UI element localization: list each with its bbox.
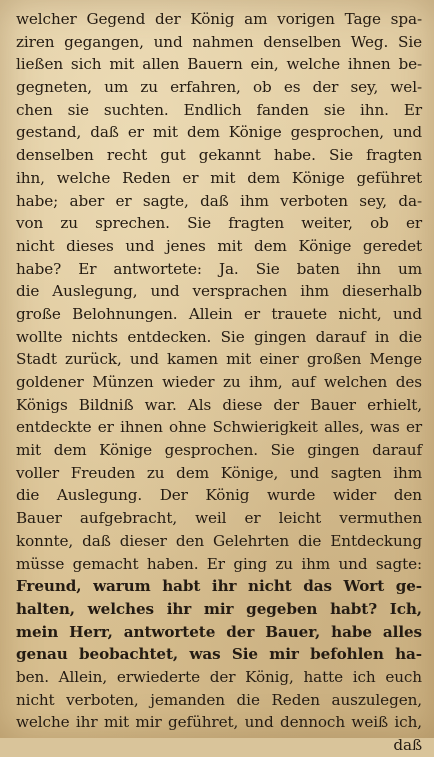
text-line: welche ihr mit mir geführet, und dennoch weiß ich, [16, 713, 422, 732]
text-line-emphasis: genau beobachtet, was Sie mir befohlen ha- [16, 645, 422, 664]
text-line: ben. Allein, erwiederte der König, hatte ich euch [16, 667, 422, 686]
text-line: wollte nichts entdecken. Sie gingen darauf in die [16, 327, 422, 346]
text-line: entdeckte er ihnen ohne Schwierigkeit alles, was er [16, 418, 422, 437]
text-line: ließen sich mit allen Bauern ein, welche ihnen be- [16, 55, 422, 74]
text-line-emphasis: Freund, warum habt ihr nicht das Wort ge- [16, 577, 422, 596]
text-line: große Belohnungen. Allein er trauete nicht, und [16, 304, 422, 323]
text-line: konnte, daß dieser den Gelehrten die Entdeckung [16, 531, 422, 550]
text-line: welcher Gegend der König am vorigen Tage spa- [16, 10, 422, 28]
text-line: Königs Bildniß war. Als diese der Bauer erhielt, [16, 395, 422, 414]
text-line: gegneten, um zu erfahren, ob es der sey, wel- [16, 78, 422, 97]
body-text [16, 8, 422, 757]
text-line: nicht dieses und jenes mit dem Könige geredet [16, 236, 422, 255]
text-line-emphasis: mein Herr, antwortete der Bauer, habe alles [16, 622, 422, 641]
text-line: Bauer aufgebracht, weil er leicht vermuthen [16, 509, 422, 528]
text-line: mit dem Könige gesprochen. Sie gingen darauf [16, 441, 422, 460]
text-line: Stadt zurück, und kamen mit einer großen Menge [16, 350, 422, 369]
text-line: die Auslegung. Der König wurde wider den [16, 486, 422, 505]
text-line: voller Freuden zu dem Könige, und sagten ihm [16, 463, 422, 482]
text-line: habe; aber er sagte, daß ihm verboten sey, da- [16, 191, 422, 210]
text-line: ihn, welche Reden er mit dem Könige geführet [16, 168, 422, 187]
text-line-emphasis: halten, welches ihr mir gegeben habt? Ich, [16, 599, 422, 618]
text-line: von zu sprechen. Sie fragten weiter, ob er [16, 214, 422, 233]
text-line: die Auslegung, und versprachen ihm dieserhalb [16, 282, 422, 301]
text-line: habe? Er antwortete: Ja. Sie baten ihn um [16, 259, 422, 278]
text-line: nicht verboten, jemanden die Reden auszulegen, [16, 690, 422, 709]
text-line: ziren gegangen, und nahmen denselben Weg. Sie [16, 32, 422, 51]
text-line: müsse gemacht haben. Er ging zu ihm und sagte: [16, 554, 422, 573]
text-line: gestand, daß er mit dem Könige gesprochen, und [16, 123, 422, 142]
text-line: chen sie suchten. Endlich fanden sie ihn. Er [16, 100, 422, 119]
catchword: daß [393, 736, 422, 754]
text-line: denselben recht gut gekannt habe. Sie fragten [16, 146, 422, 165]
text-line: goldener Münzen wieder zu ihm, auf welchen des [16, 373, 422, 391]
